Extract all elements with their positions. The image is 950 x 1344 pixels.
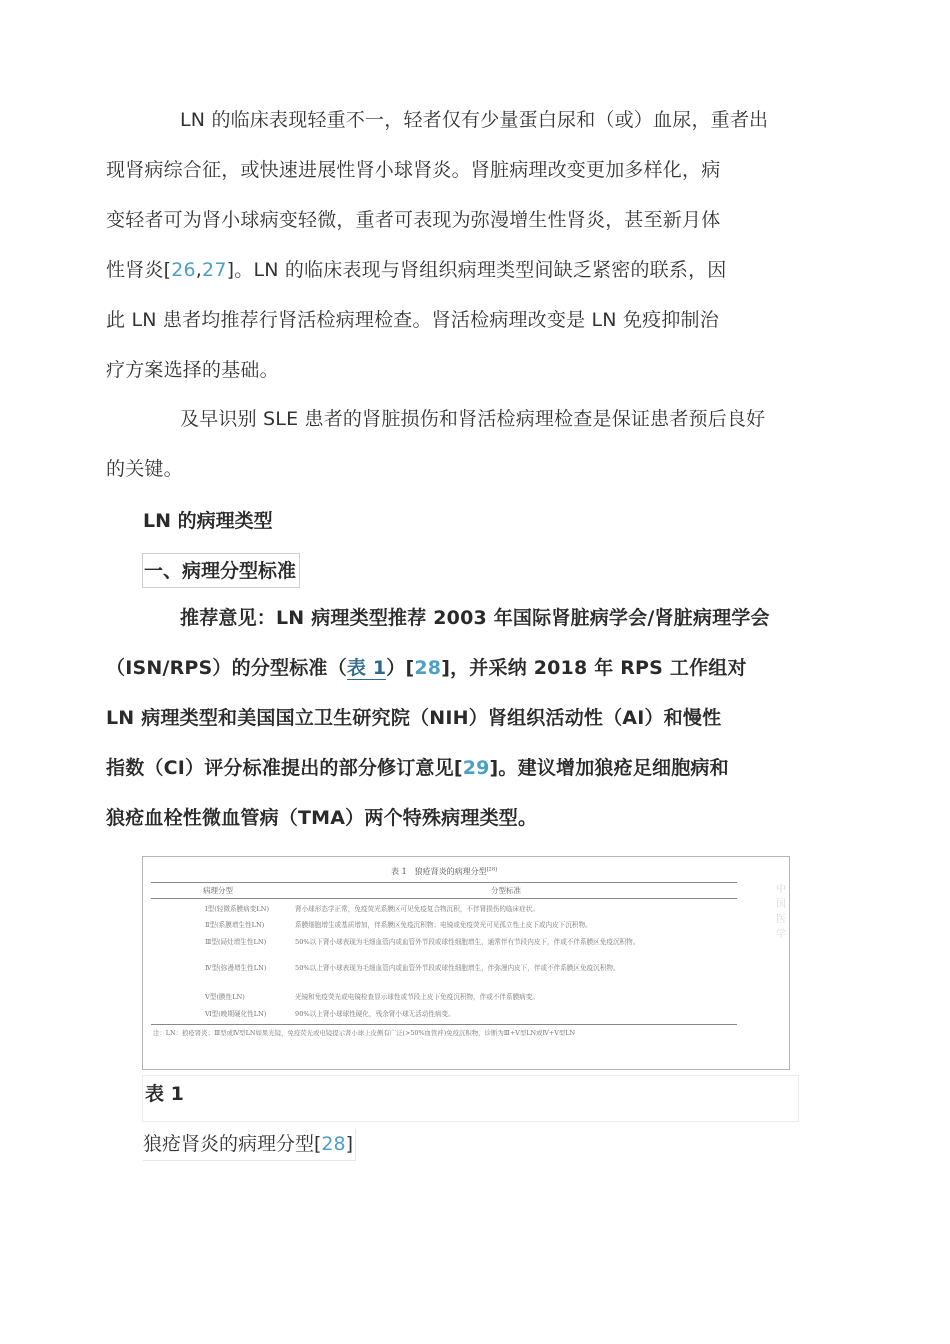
text-span: ]。建议增加狼疮足细胞病和	[489, 757, 729, 779]
table-cell-type: Ⅳ型(弥漫增生性LN)	[205, 964, 267, 972]
table-cell-criteria: 90%以上肾小球球性硬化，残余肾小球无活动性病变。	[295, 1010, 455, 1018]
reference-link-26[interactable]: 26	[171, 259, 196, 281]
recommendation-paragraph	[106, 593, 813, 843]
table-cell-criteria: 肾小球形态学正常，免疫荧光系膜区可见免疫复合物沉积，不伴肾损伤的临床症状。	[295, 905, 539, 913]
reference-link-28-caption[interactable]: 28	[321, 1133, 346, 1155]
table-1-link[interactable]: 表 1	[346, 657, 387, 679]
table-caption-title	[143, 1129, 356, 1161]
table-cell-criteria: 系膜细胞增生或基质增加，伴系膜区免疫沉积物；电镜或免疫荧光可见孤立性上皮下或内皮下沉积物。	[295, 921, 592, 929]
text-line: 狼疮血栓性微血管病（TMA）两个特殊病理类型。	[106, 807, 538, 829]
table-1-image[interactable]	[142, 856, 790, 1070]
text-line	[106, 245, 813, 295]
reference-link-27[interactable]: 27	[202, 259, 227, 281]
table-cell-type: Ⅱ型(系膜增生性LN)	[205, 921, 265, 929]
section-heading: LN 的病理类型	[143, 510, 273, 532]
table-cell-criteria: 50%以下肾小球表现为毛细血管内或血管外节段或球性细胞增生，通常伴有节段内皮下，伴或不伴系膜区免疫沉积物。	[295, 938, 640, 946]
text-span: ]。LN 的临床表现与肾组织病理类型间缺乏紧密的联系，因	[226, 259, 727, 281]
text-span: 狼疮肾炎的病理分型[	[143, 1133, 322, 1155]
table-header-type: 病理分型	[203, 886, 233, 895]
table-caption-label-box	[142, 1075, 799, 1122]
text-line: 疗方案选择的基础。	[106, 359, 279, 381]
table-cell-type: Ⅲ型(局灶增生性LN)	[205, 938, 267, 946]
text-span: ,	[195, 259, 203, 281]
table-cell-criteria: 50%以上肾小球表现为毛细血管内或血管外节段或球性细胞增生，伴弥漫内皮下，伴或不伴系膜区免疫沉积物。	[295, 964, 620, 972]
paragraph-early-diagnosis	[106, 394, 813, 494]
reference-link-28[interactable]: 28	[414, 657, 442, 679]
text-line: LN 的临床表现轻重不一，轻者仅有少量蛋白尿和（或）血尿，重者出	[180, 109, 769, 131]
text-span: （ISN/RPS）的分型标准（	[106, 657, 347, 679]
text-line: 变轻者可为肾小球病变轻微，重者可表现为弥漫增生性肾炎，甚至新月体	[106, 209, 721, 231]
table-note: 注：LN：狼疮肾炎；Ⅲ型或Ⅳ型LN如果光镜，免疫荧光或电镜提示肾小球上皮侧有广泛(>50%血管袢)免疫沉积物，诊断为Ⅲ+Ⅴ型LN或Ⅳ+Ⅴ型LN	[153, 1029, 576, 1037]
reference-link-29[interactable]: 29	[462, 757, 490, 779]
text-span: ]	[345, 1133, 354, 1155]
paragraph-clinical	[106, 95, 813, 395]
table-title	[151, 866, 737, 877]
text-line	[106, 743, 813, 793]
table-bottom-rule	[151, 1024, 737, 1025]
table-1	[151, 860, 788, 1058]
text-line: 的关键。	[106, 458, 183, 480]
text-span: 性肾炎[	[106, 259, 172, 281]
table-cell-type: Ⅵ型(晚期硬化性LN)	[205, 1010, 267, 1018]
table-caption-label: 表 1	[145, 1083, 184, 1105]
text-span: ]，并采纳 2018 年 RPS 工作组对	[441, 657, 747, 679]
table-cell-criteria: 光镜和免疫荧光或电镜检查显示球性或节段上皮下免疫沉积物，伴或不伴系膜病变。	[295, 993, 539, 1001]
text-span: ）[	[386, 657, 415, 679]
table-cell-type: Ⅰ型(轻微系膜病变LN)	[205, 905, 270, 913]
text-line: 此 LN 患者均推荐行肾活检病理检查。肾活检病理改变是 LN 免疫抑制治	[106, 309, 719, 331]
text-line: 现肾病综合征，或快速进展性肾小球肾炎。肾脏病理改变更加多样化，病	[106, 159, 721, 181]
table-top-rule	[151, 882, 737, 883]
text-line: 推荐意见：LN 病理类型推荐 2003 年国际肾脏病学会/肾脏病理学会	[180, 607, 770, 629]
text-line: 及早识别 SLE 患者的肾脏损伤和肾活检病理检查是保证患者预后良好	[180, 408, 766, 430]
table-title-text: 表 1 狼疮肾炎的病理分型	[391, 867, 487, 876]
table-cell-type: Ⅴ型(膜性LN)	[205, 993, 245, 1001]
text-span: 指数（CI）评分标准提出的部分修订意见[	[106, 757, 463, 779]
text-line	[106, 643, 813, 693]
subsection-heading: 一、病理分型标准	[142, 553, 300, 588]
table-header-criteria: 分型标准	[491, 886, 521, 895]
watermark-logo: 中国医学	[776, 884, 788, 940]
table-header-rule	[151, 898, 737, 899]
text-line: LN 病理类型和美国国立卫生研究院（NIH）肾组织活动性（AI）和慢性	[106, 707, 722, 729]
table-title-ref: [28]	[486, 866, 497, 873]
